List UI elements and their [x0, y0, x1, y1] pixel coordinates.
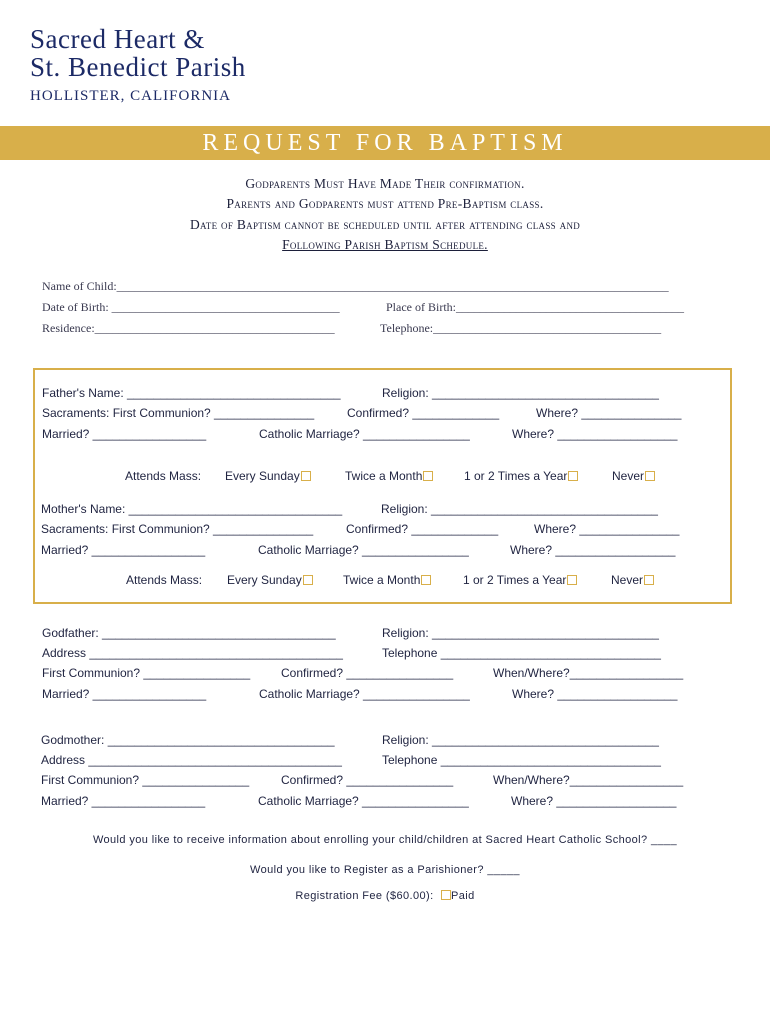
- godmother-first-communion-field[interactable]: First Communion? ________________: [41, 773, 250, 787]
- mother-attend-twice-month[interactable]: Twice a Month: [343, 573, 431, 587]
- father-marriage-where-field[interactable]: Where? __________________: [512, 427, 678, 441]
- paid-checkbox-icon[interactable]: [441, 890, 451, 900]
- godmother-catholic-marriage-field[interactable]: Catholic Marriage? ________________: [258, 794, 469, 808]
- parish-name-line2: St. Benedict Parish: [30, 52, 246, 82]
- godfather-name-field[interactable]: Godfather: ___________________________________: [42, 626, 336, 640]
- mother-religion-field[interactable]: Religion: __________________________________: [381, 502, 658, 516]
- father-attends-mass-label: Attends Mass:: [125, 469, 202, 483]
- godmother-address-field[interactable]: Address ______________________________________: [41, 753, 342, 767]
- checkbox-icon[interactable]: [301, 471, 311, 481]
- checkbox-icon[interactable]: [303, 575, 313, 585]
- father-married-field[interactable]: Married? _________________: [42, 427, 207, 441]
- parish-name-line1: Sacred Heart &: [30, 24, 205, 54]
- registration-fee-label: Registration Fee ($60.00):: [295, 890, 434, 902]
- checkbox-icon[interactable]: [645, 471, 655, 481]
- child-name-field[interactable]: Name of Child:____________________________________________________________________________________________: [42, 279, 669, 293]
- mother-attends-mass-label: Attends Mass:: [126, 573, 203, 587]
- mother-name-field[interactable]: Mother's Name: ________________________________: [41, 502, 343, 516]
- mother-where-field[interactable]: Where? _______________: [534, 522, 680, 536]
- father-name-field[interactable]: Father's Name: ________________________________: [42, 386, 341, 400]
- godfather-first-communion-field[interactable]: First Communion? ________________: [42, 666, 251, 680]
- godmother-married-field[interactable]: Married? _________________: [41, 794, 206, 808]
- paid-label: Paid: [451, 890, 475, 902]
- register-parishioner-question[interactable]: Would you like to Register as a Parishioner? _____: [250, 864, 520, 876]
- godfather-when-where-field[interactable]: When/Where?_________________: [493, 666, 684, 680]
- godfather-religion-field[interactable]: Religion: __________________________________: [382, 626, 659, 640]
- notice-line-2: Parents and Godparents must attend Pre-Baptism class.: [226, 196, 544, 211]
- child-pob-field[interactable]: Place of Birth:______________________________________: [386, 300, 684, 314]
- godfather-married-field[interactable]: Married? _________________: [42, 687, 207, 701]
- mother-attend-every-sunday[interactable]: Every Sunday: [227, 573, 313, 587]
- page-title: REQUEST FOR BAPTISM: [202, 130, 568, 156]
- father-attend-never[interactable]: Never: [612, 469, 655, 483]
- godmother-name-field[interactable]: Godmother: __________________________________: [41, 733, 335, 747]
- registration-fee-row: [0, 890, 770, 902]
- notice-line-1: Godparents Must Have Made Their confirmation.: [245, 176, 525, 191]
- notice-line-4: Following Parish Baptism Schedule.: [282, 237, 488, 252]
- mother-married-field[interactable]: Married? _________________: [41, 543, 206, 557]
- mother-catholic-marriage-field[interactable]: Catholic Marriage? ________________: [258, 543, 469, 557]
- child-dob-field[interactable]: Date of Birth: ______________________________________: [42, 300, 340, 314]
- father-attend-1-2-times-year[interactable]: 1 or 2 Times a Year: [464, 469, 578, 483]
- child-telephone-field[interactable]: Telephone:______________________________________: [380, 321, 662, 335]
- school-info-question[interactable]: Would you like to receive information about enrolling your child/children at Sacred Heart Catholic School? ____: [92, 834, 678, 846]
- parents-section-box: [33, 368, 732, 604]
- godfather-marriage-where-field[interactable]: Where? __________________: [512, 687, 678, 701]
- checkbox-icon[interactable]: [421, 575, 431, 585]
- father-attend-twice-month[interactable]: Twice a Month: [345, 469, 433, 483]
- godfather-telephone-field[interactable]: Telephone _________________________________: [382, 646, 661, 660]
- mother-confirmed-field[interactable]: Confirmed? _____________: [346, 522, 499, 536]
- mother-marriage-where-field[interactable]: Where? __________________: [510, 543, 676, 557]
- godfather-address-field[interactable]: Address ______________________________________: [42, 646, 343, 660]
- checkbox-icon[interactable]: [644, 575, 654, 585]
- father-religion-field[interactable]: Religion: __________________________________: [382, 386, 659, 400]
- godmother-telephone-field[interactable]: Telephone _________________________________: [382, 753, 661, 767]
- godmother-religion-field[interactable]: Religion: __________________________________: [382, 733, 659, 747]
- godmother-marriage-where-field[interactable]: Where? __________________: [511, 794, 677, 808]
- father-attend-every-sunday[interactable]: Every Sunday: [225, 469, 311, 483]
- father-first-communion-field[interactable]: Sacraments: First Communion? _______________: [42, 406, 315, 420]
- notice-line-3: Date of Baptism cannot be scheduled until after attending class and: [189, 217, 581, 232]
- checkbox-icon[interactable]: [568, 471, 578, 481]
- godmother-confirmed-field[interactable]: Confirmed? ________________: [281, 773, 454, 787]
- checkbox-icon[interactable]: [423, 471, 433, 481]
- parish-location: HOLLISTER, CALIFORNIA: [30, 88, 231, 104]
- child-residence-field[interactable]: Residence:________________________________________: [42, 321, 335, 335]
- mother-attend-never[interactable]: Never: [611, 573, 654, 587]
- checkbox-icon[interactable]: [567, 575, 577, 585]
- father-where-field[interactable]: Where? _______________: [536, 406, 682, 420]
- father-catholic-marriage-field[interactable]: Catholic Marriage? ________________: [259, 427, 470, 441]
- godfather-confirmed-field[interactable]: Confirmed? ________________: [281, 666, 454, 680]
- mother-attend-1-2-times-year[interactable]: 1 or 2 Times a Year: [463, 573, 577, 587]
- godmother-when-where-field[interactable]: When/Where?_________________: [493, 773, 684, 787]
- godfather-catholic-marriage-field[interactable]: Catholic Marriage? ________________: [259, 687, 470, 701]
- mother-first-communion-field[interactable]: Sacraments: First Communion? _______________: [41, 522, 314, 536]
- father-confirmed-field[interactable]: Confirmed? _____________: [347, 406, 500, 420]
